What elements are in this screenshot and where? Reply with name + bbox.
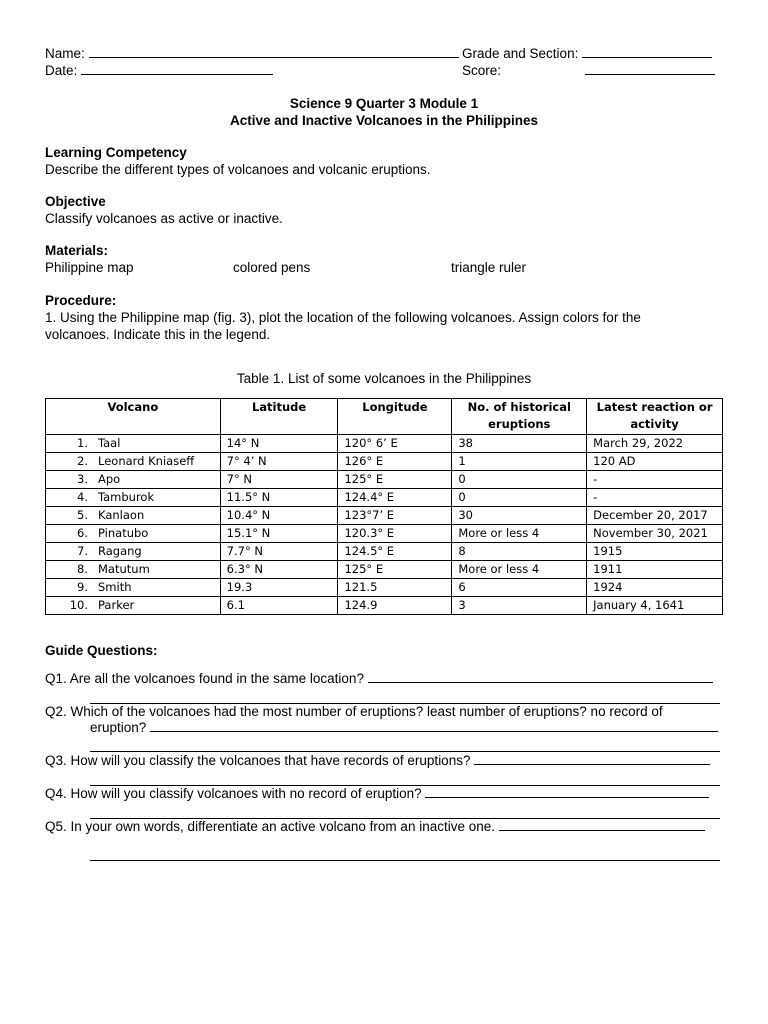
latitude-cell: 10.4° N bbox=[220, 507, 338, 525]
row-number: 9. bbox=[77, 580, 88, 594]
question-1 bbox=[45, 671, 713, 687]
table-row bbox=[46, 597, 723, 615]
volcano-cell bbox=[46, 489, 221, 507]
table-row bbox=[46, 525, 723, 543]
row-number: 7. bbox=[77, 544, 88, 558]
eruptions-cell: 6 bbox=[452, 579, 587, 597]
header-eruptions: No. of historical eruptions bbox=[452, 399, 587, 435]
latitude-cell: 7.7° N bbox=[220, 543, 338, 561]
date-label: Date: bbox=[45, 63, 78, 78]
guide-heading: Guide Questions: bbox=[45, 643, 158, 658]
eruptions-cell: 38 bbox=[452, 435, 587, 453]
latitude-cell: 6.3° N bbox=[220, 561, 338, 579]
grade-blank[interactable] bbox=[582, 57, 712, 58]
date-blank[interactable] bbox=[81, 74, 273, 75]
volcano-cell bbox=[46, 543, 221, 561]
answer-blank[interactable] bbox=[499, 830, 705, 831]
longitude-cell: 124.5° E bbox=[338, 543, 452, 561]
score-field-row[interactable] bbox=[462, 63, 715, 79]
table-row bbox=[46, 489, 723, 507]
competency-text: Describe the different types of volcanoes and volcanic eruptions. bbox=[45, 162, 431, 177]
score-label: Score: bbox=[462, 63, 502, 78]
latest-activity-cell: 120 AD bbox=[587, 453, 723, 471]
latest-activity-cell: - bbox=[587, 471, 723, 489]
table-row bbox=[46, 507, 723, 525]
volcano-name: Parker bbox=[98, 598, 135, 612]
title-line-2: Active and Inactive Volcanoes in the Philippines bbox=[229, 113, 539, 128]
eruptions-cell: More or less 4 bbox=[452, 525, 587, 543]
procedure-line-1: 1. Using the Philippine map (fig. 3), plot the location of the following volcanoes. Assign colors for the bbox=[45, 310, 641, 325]
volcano-table bbox=[45, 398, 723, 615]
longitude-cell: 121.5 bbox=[338, 579, 452, 597]
question-2-text-b: eruption? bbox=[90, 720, 147, 735]
row-number: 5. bbox=[77, 508, 88, 522]
volcano-name: Matutum bbox=[98, 562, 150, 576]
competency-heading: Learning Competency bbox=[45, 145, 187, 160]
row-number: 1. bbox=[77, 436, 88, 450]
row-number: 2. bbox=[77, 454, 88, 468]
volcano-cell bbox=[46, 525, 221, 543]
volcano-cell bbox=[46, 579, 221, 597]
material-item: colored pens bbox=[233, 260, 311, 275]
grade-label: Grade and Section: bbox=[462, 46, 579, 61]
volcano-name: Leonard Kniaseff bbox=[98, 454, 195, 468]
latest-activity-cell: 1911 bbox=[587, 561, 723, 579]
name-blank[interactable] bbox=[89, 57, 459, 58]
volcano-name: Apo bbox=[98, 472, 121, 486]
latest-activity-cell: December 20, 2017 bbox=[587, 507, 723, 525]
procedure-line-2: volcanoes. Indicate this in the legend. bbox=[45, 327, 271, 342]
question-4 bbox=[45, 786, 709, 802]
latitude-cell: 6.1 bbox=[220, 597, 338, 615]
volcano-cell bbox=[46, 561, 221, 579]
table-row bbox=[46, 579, 723, 597]
question-2-text-a: Q2. Which of the volcanoes had the most number of eruptions? least number of eruptions? no record of bbox=[45, 704, 663, 719]
eruptions-cell: More or less 4 bbox=[452, 561, 587, 579]
volcano-name: Smith bbox=[98, 580, 132, 594]
volcano-name: Kanlaon bbox=[98, 508, 145, 522]
table-row bbox=[46, 453, 723, 471]
objective-heading: Objective bbox=[45, 194, 106, 209]
objective-text: Classify volcanoes as active or inactive. bbox=[45, 211, 283, 226]
latitude-cell: 14° N bbox=[220, 435, 338, 453]
volcano-name: Tamburok bbox=[98, 490, 155, 504]
latest-activity-cell: January 4, 1641 bbox=[587, 597, 723, 615]
table-row bbox=[46, 543, 723, 561]
eruptions-cell: 3 bbox=[452, 597, 587, 615]
header-latest-activity: Latest reaction or activity bbox=[587, 399, 723, 435]
question-5-text: Q5. In your own words, differentiate an active volcano from an inactive one. bbox=[45, 819, 495, 834]
header-volcano: Volcano bbox=[46, 399, 221, 435]
longitude-cell: 124.4° E bbox=[338, 489, 452, 507]
answer-blank[interactable] bbox=[368, 682, 713, 683]
grade-field-row[interactable] bbox=[462, 46, 712, 62]
volcano-cell bbox=[46, 597, 221, 615]
volcano-cell bbox=[46, 507, 221, 525]
table-caption: Table 1. List of some volcanoes in the Philippines bbox=[236, 371, 532, 386]
answer-blank[interactable] bbox=[425, 797, 709, 798]
eruptions-cell: 0 bbox=[452, 471, 587, 489]
question-5 bbox=[45, 819, 705, 835]
latitude-cell: 7° N bbox=[220, 471, 338, 489]
table-row bbox=[46, 561, 723, 579]
longitude-cell: 120° 6’ E bbox=[338, 435, 452, 453]
material-item: Philippine map bbox=[45, 260, 134, 275]
longitude-cell: 126° E bbox=[338, 453, 452, 471]
row-number: 8. bbox=[77, 562, 88, 576]
date-field-row[interactable] bbox=[45, 63, 273, 79]
latitude-cell: 19.3 bbox=[220, 579, 338, 597]
row-number: 10. bbox=[69, 598, 88, 612]
eruptions-cell: 30 bbox=[452, 507, 587, 525]
row-number: 3. bbox=[77, 472, 88, 486]
volcano-name: Ragang bbox=[98, 544, 142, 558]
header-longitude: Longitude bbox=[338, 399, 452, 435]
answer-blank[interactable] bbox=[474, 764, 710, 765]
question-3-text: Q3. How will you classify the volcanoes that have records of eruptions? bbox=[45, 753, 471, 768]
procedure-heading: Procedure: bbox=[45, 293, 117, 308]
latitude-cell: 7° 4’ N bbox=[220, 453, 338, 471]
longitude-cell: 120.3° E bbox=[338, 525, 452, 543]
latest-activity-cell: March 29, 2022 bbox=[587, 435, 723, 453]
table-row bbox=[46, 435, 723, 453]
score-blank[interactable] bbox=[585, 74, 715, 75]
header-latitude: Latitude bbox=[220, 399, 338, 435]
row-number: 4. bbox=[77, 490, 88, 504]
eruptions-cell: 8 bbox=[452, 543, 587, 561]
material-item: triangle ruler bbox=[451, 260, 527, 275]
latest-activity-cell: - bbox=[587, 489, 723, 507]
latitude-cell: 15.1° N bbox=[220, 525, 338, 543]
longitude-cell: 124.9 bbox=[338, 597, 452, 615]
latest-activity-cell: 1915 bbox=[587, 543, 723, 561]
volcano-cell bbox=[46, 453, 221, 471]
latest-activity-cell: November 30, 2021 bbox=[587, 525, 723, 543]
name-label: Name: bbox=[45, 46, 85, 61]
volcano-cell bbox=[46, 471, 221, 489]
row-number: 6. bbox=[77, 526, 88, 540]
question-2 bbox=[90, 720, 718, 736]
answer-line[interactable] bbox=[90, 860, 720, 861]
longitude-cell: 123°7’ E bbox=[338, 507, 452, 525]
eruptions-cell: 0 bbox=[452, 489, 587, 507]
question-4-text: Q4. How will you classify volcanoes with no record of eruption? bbox=[45, 786, 422, 801]
longitude-cell: 125° E bbox=[338, 471, 452, 489]
answer-blank[interactable] bbox=[150, 731, 718, 732]
longitude-cell: 125° E bbox=[338, 561, 452, 579]
name-field-row[interactable] bbox=[45, 46, 459, 62]
title-line-1: Science 9 Quarter 3 Module 1 bbox=[289, 96, 479, 111]
answer-line[interactable] bbox=[90, 751, 720, 752]
volcano-name: Taal bbox=[98, 436, 121, 450]
latitude-cell: 11.5° N bbox=[220, 489, 338, 507]
volcano-cell bbox=[46, 435, 221, 453]
table-row bbox=[46, 471, 723, 489]
table-header-row bbox=[46, 399, 723, 435]
materials-heading: Materials: bbox=[45, 243, 109, 258]
eruptions-cell: 1 bbox=[452, 453, 587, 471]
question-3 bbox=[45, 753, 710, 769]
volcano-name: Pinatubo bbox=[98, 526, 149, 540]
question-1-text: Q1. Are all the volcanoes found in the same location? bbox=[45, 671, 364, 686]
latest-activity-cell: 1924 bbox=[587, 579, 723, 597]
